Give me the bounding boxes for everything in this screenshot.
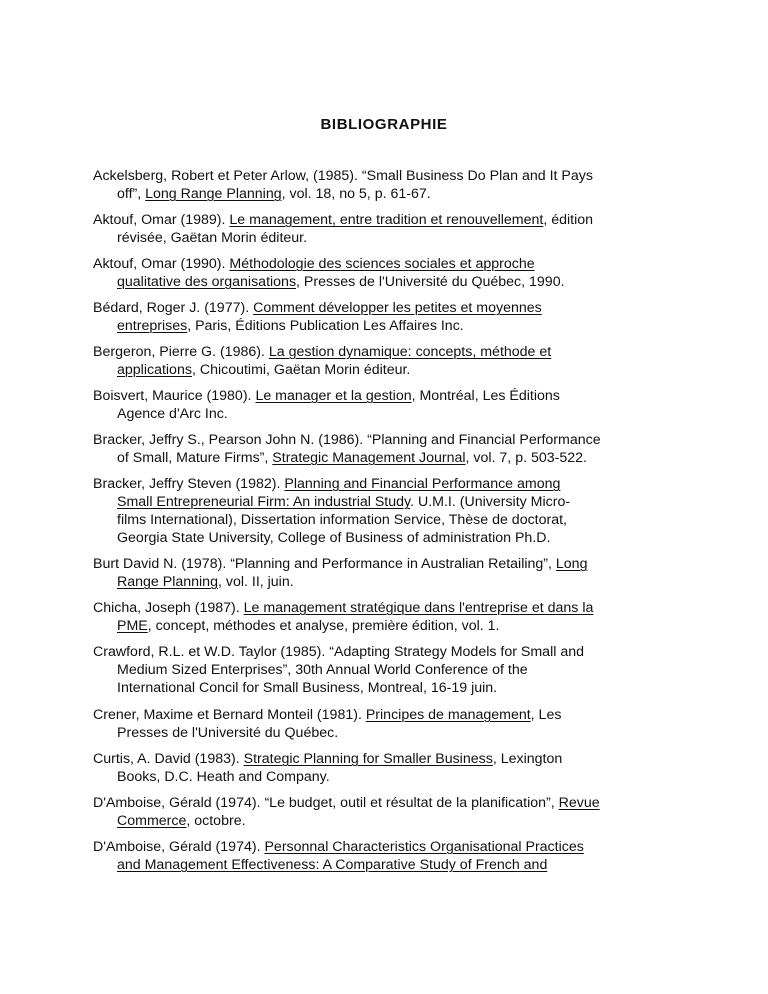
book-title-continued: applications (117, 362, 192, 378)
entry-line: Crener, Maxime et Bernard Monteil (1981). Principes de management, Les (93, 707, 562, 723)
page-title: BIBLIOGRAPHIE (320, 116, 448, 133)
book-title: Strategic Planning for Smaller Business (243, 751, 493, 767)
entry-line: Bracker, Jeffry S., Pearson John N. (1986). “Planning and Financial Performance (93, 432, 601, 448)
book-title: Le manager et la gestion (255, 388, 412, 404)
entry-line: Small Entrepreneurial Firm: An industrial Study. U.M.I. (University Micro- (117, 494, 571, 510)
entry-line: Burt David N. (1978). “Planning and Performance in Australian Retailing”, Long (93, 556, 588, 572)
book-title: Personnal Characteristics Organisational Practices (264, 839, 584, 855)
entry-line: Curtis, A. David (1983). Strategic Planning for Smaller Business, Lexington (93, 751, 563, 767)
entry-line: Aktouf, Omar (1990). Méthodologie des sciences sociales et approche (93, 256, 535, 272)
entry-line: Ackelsberg, Robert et Peter Arlow, (1985). “Small Business Do Plan and It Pays (93, 168, 593, 184)
book-title-continued: PME (117, 618, 148, 634)
entry-line: Boisvert, Maurice (1980). Le manager et la gestion, Montréal, Les Éditions (93, 388, 560, 404)
entry-line: PME, concept, méthodes et analyse, première édition, vol. 1. (117, 618, 500, 634)
entry-line: of Small, Mature Firms”, Strategic Management Journal, vol. 7, p. 503-522. (117, 450, 587, 466)
bibliography-entry (93, 387, 670, 423)
bibliography-entry (93, 255, 670, 291)
journal-title-continued: Commerce (117, 813, 187, 829)
bibliography-entry (93, 431, 670, 467)
entry-line: révisée, Gaëtan Morin éditeur. (117, 230, 308, 246)
entry-line: entreprises, Paris, Éditions Publication Les Affaires Inc. (117, 318, 464, 334)
bibliography-entry (93, 838, 670, 874)
book-title: La gestion dynamique: concepts, méthode et (268, 344, 552, 360)
book-title-continued: entreprises (117, 318, 188, 334)
entry-line: D'Amboise, Gérald (1974). Personnal Characteristics Organisational Practices (93, 839, 584, 855)
journal-title: Long (555, 556, 588, 572)
entry-line: Medium Sized Enterprises”, 30th Annual World Conference of the (117, 662, 528, 678)
entry-line: Bracker, Jeffry Steven (1982). Planning and Financial Performance among (93, 476, 561, 492)
bibliography-entry (93, 555, 670, 591)
entry-line: International Concil for Small Business, Montreal, 16-19 juin. (117, 680, 498, 696)
journal-title-continued: Range Planning (117, 574, 218, 590)
entry-line: Chicha, Joseph (1987). Le management stratégique dans l'entreprise et dans la (93, 600, 594, 616)
entry-line: Crawford, R.L. et W.D. Taylor (1985). “Adapting Strategy Models for Small and (93, 644, 584, 660)
entry-line: films International), Dissertation information Service, Thèse de doctorat, (117, 512, 568, 528)
book-title: Le management, entre tradition et renouvellement (229, 212, 544, 228)
book-title: Comment développer les petites et moyennes (253, 300, 542, 316)
book-title: Le management stratégique dans l'entreprise et dans la (243, 600, 594, 616)
entry-line: Range Planning, vol. II, juin. (117, 574, 294, 590)
entry-line: Presses de l'Université du Québec. (117, 725, 339, 741)
entry-line: D'Amboise, Gérald (1974). “Le budget, outil et résultat de la planification”, Revue (93, 795, 600, 811)
journal-title: Strategic Management Journal (272, 450, 466, 466)
entry-line (93, 856, 670, 874)
bibliography-entry (93, 167, 670, 203)
bibliography-entry (93, 750, 670, 786)
bibliography-entry (93, 706, 670, 742)
book-title: Méthodologie des sciences sociales et approche (229, 256, 535, 272)
entry-line: Books, D.C. Heath and Company. (117, 769, 330, 785)
entry-line: Georgia State University, College of Business of administration Ph.D. (117, 530, 551, 546)
bibliography-entry (93, 475, 670, 547)
entry-line: Commerce, octobre. (117, 813, 246, 829)
journal-title: Long Range Planning (145, 186, 282, 202)
bibliography-entry (93, 299, 670, 335)
book-title-continued: and Management Effectiveness: A Comparative Study of French and (117, 857, 548, 873)
bibliography-entry (93, 599, 670, 635)
bibliography-entry (93, 343, 670, 379)
bibliography-entry (93, 794, 670, 830)
entry-line: Bédard, Roger J. (1977). Comment développer les petites et moyennes (93, 300, 542, 316)
entry-line: Aktouf, Omar (1989). Le management, entre tradition et renouvellement, édition (93, 212, 594, 228)
entry-line: qualitative des organisations, Presses de l'Université du Québec, 1990. (117, 274, 565, 290)
book-title-continued: qualitative des organisations (117, 274, 297, 290)
book-title: Planning and Financial Performance among (284, 476, 561, 492)
book-title: Principes de management (365, 707, 531, 723)
bibliography-entry (93, 643, 670, 697)
journal-title: Revue (558, 795, 600, 811)
book-title-continued: Small Entrepreneurial Firm: An industrial Study (117, 494, 411, 510)
bibliography-entry (93, 211, 670, 247)
entry-line: Agence d'Arc Inc. (117, 406, 228, 422)
entry-line: Bergeron, Pierre G. (1986). La gestion dynamique: concepts, méthode et (93, 344, 552, 360)
entry-line: off”, Long Range Planning, vol. 18, no 5, p. 61-67. (117, 186, 431, 202)
entry-line: applications, Chicoutimi, Gaëtan Morin éditeur. (117, 362, 411, 378)
